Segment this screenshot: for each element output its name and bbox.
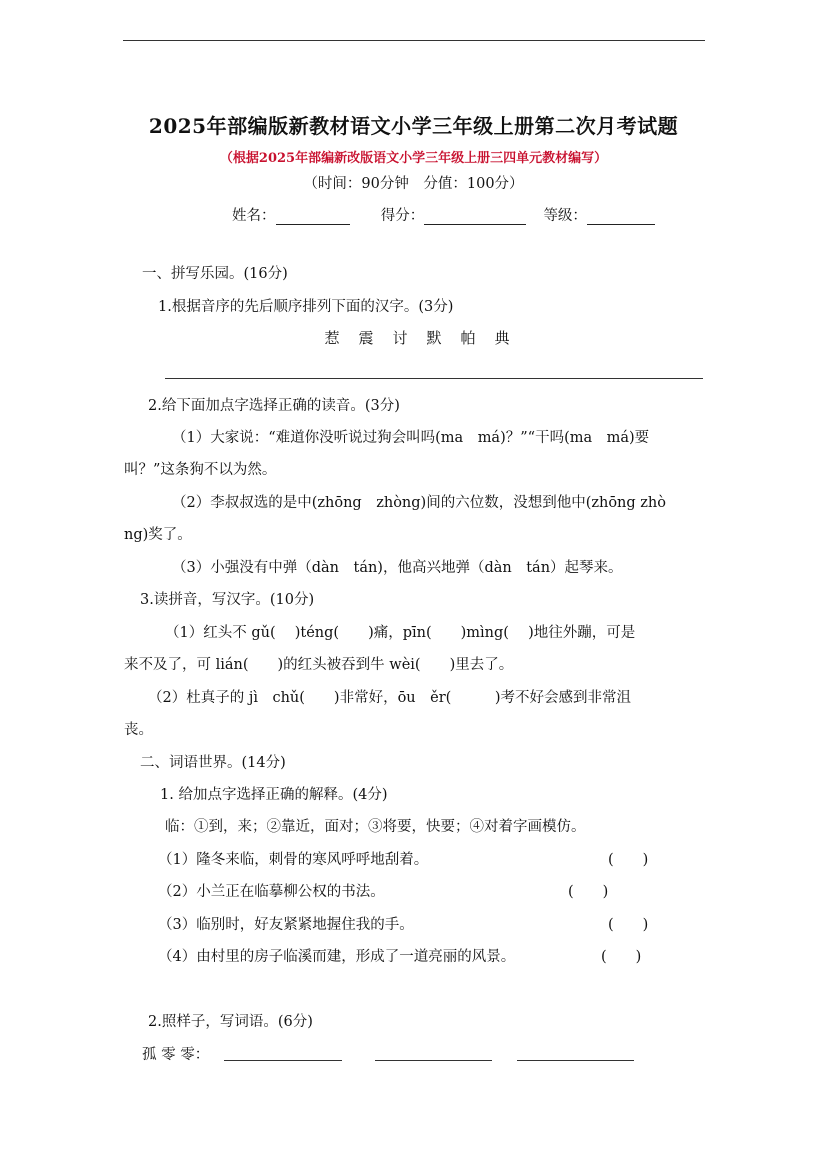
name-blank[interactable]: [276, 207, 350, 225]
s1-q3-prompt: 3.读拼音，写汉字。(10分): [140, 592, 315, 608]
s2-q1-prompt: 1. 给加点字选择正确的解释。(4分): [160, 787, 388, 803]
answer-paren[interactable]: ( ): [608, 852, 649, 868]
word-answer-line[interactable]: [517, 1060, 634, 1061]
char-item: 帕: [460, 329, 476, 347]
s2-q1-item3: （3）临别时，好友紧紧地握住我的手。: [158, 917, 414, 933]
s2-q1-item4: （4）由村里的房子临溪而建，形成了一道亮丽的风景。: [158, 949, 516, 965]
s1-q2-item2-line1: （2）李叔叔选的是中(zhōng zhòng)间的六位数，没想到他中(zhōng zhò: [172, 495, 666, 511]
time-score-info: （时间：90分钟 分值：100分）: [303, 176, 524, 192]
section2-heading: 二、词语世界。(14分): [140, 755, 286, 771]
exam-subtitle: （根据2025年部编新改版语文小学三年级上册三四单元教材编写）: [219, 151, 608, 166]
answer-paren[interactable]: ( ): [601, 949, 642, 965]
score-blank[interactable]: [424, 207, 526, 225]
s1-q2-prompt: 2.给下面加点字选择正确的读音。(3分): [148, 398, 400, 414]
name-label: 姓名：: [232, 208, 276, 224]
section1-heading: 一、拼写乐园。(16分): [142, 266, 288, 282]
char-item: 默: [426, 329, 442, 347]
grade-label: 等级：: [543, 208, 587, 224]
s1-q3-p2-line2: 丧。: [124, 722, 153, 738]
score-label: 得分：: [380, 208, 425, 224]
s2-q1-item2: （2）小兰正在临摹柳公权的书法。: [158, 884, 385, 900]
word-answer-line[interactable]: [375, 1060, 492, 1061]
word-answer-line[interactable]: [224, 1060, 342, 1061]
s2-q2-example: 孤 零 零：: [142, 1047, 210, 1063]
char-item: 震: [358, 329, 374, 347]
char-item: 惹: [324, 329, 340, 347]
header-rule: [123, 40, 705, 41]
s1-q3-p1-line1: （1）红头不 gǔ( )téng( )痛，pīn( )mìng( )地往外蹦，可是: [165, 625, 636, 641]
exam-title: 2025年部编版新教材语文小学三年级上册第二次月考试题: [148, 114, 679, 138]
answer-paren[interactable]: ( ): [608, 917, 649, 933]
s1-q1-answer-line[interactable]: [165, 378, 703, 379]
s2-q2-prompt: 2.照样子，写词语。(6分): [148, 1014, 313, 1030]
answer-paren[interactable]: ( ): [568, 884, 609, 900]
s1-q2-item1-line2: 叫？”这条狗不以为然。: [124, 462, 277, 478]
char-item: 讨: [392, 329, 408, 347]
s1-q3-p1-line2: 来不及了，可 lián( )的红头被吞到牛 wèi( )里去了。: [124, 657, 514, 673]
s1-q1-prompt: 1.根据音序的先后顺序排列下面的汉字。(3分): [158, 299, 454, 315]
student-info-row: [232, 204, 655, 225]
s1-q1-char-list: [315, 327, 519, 348]
s1-q2-item1-line1: （1）大家说：“难道你没听说过狗会叫吗(ma má)？”“干吗(ma má)要: [172, 430, 650, 446]
s2-q1-definition: 临：①到，来；②靠近，面对；③将要，快要；④对着字画模仿。: [165, 819, 586, 835]
s2-q1-item1: （1）隆冬来临，刺骨的寒风呼呼地刮着。: [158, 852, 429, 868]
char-item: 典: [494, 329, 510, 347]
s1-q2-item2-line2: ng)奖了。: [124, 527, 192, 543]
s1-q2-item3: （3）小强没有中弹（dàn tán)，他高兴地弹（dàn tán）起琴来。: [172, 560, 623, 576]
s1-q3-p2-line1: （2）杜真子的 jì chǔ( )非常好，ōu ěr( )考不好会感到非常沮: [148, 690, 631, 706]
grade-blank[interactable]: [587, 207, 655, 225]
